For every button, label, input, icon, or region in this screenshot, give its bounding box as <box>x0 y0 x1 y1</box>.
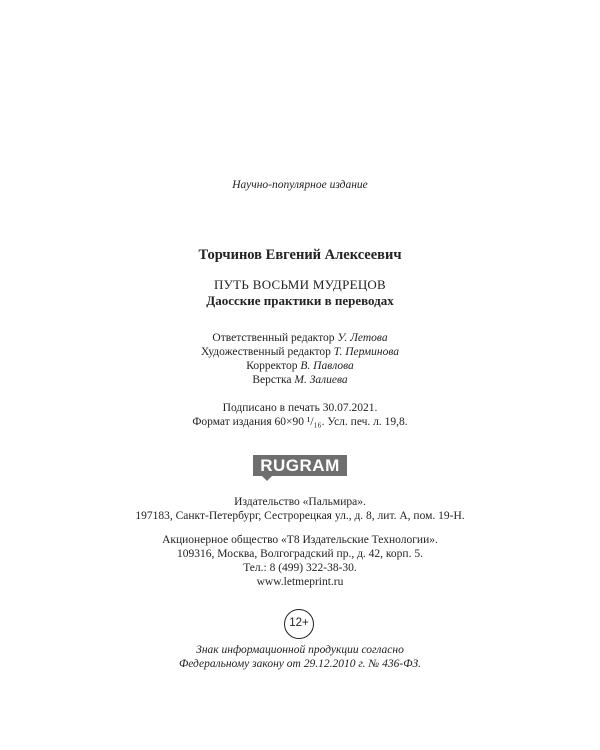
credit-art-editor <box>0 345 600 359</box>
publisher-name: Издательство «Пальмира». <box>234 496 366 508</box>
age-notice-line-1: Знак информационной продукции согласно <box>196 644 404 656</box>
age-notice-line-2: Федеральному закону от 29.12.2010 г. № 436-ФЗ. <box>178 658 422 670</box>
printer-address: 109316, Москва, Волгоградский пр., д. 42, корп. 5. <box>177 548 423 560</box>
print-format: Формат издания 60×90 ¹/₁₆. Усл. печ. л. 19,8. <box>192 416 408 428</box>
logo-notch-shape <box>262 476 272 481</box>
credit-person: В. Павлова <box>300 360 354 372</box>
credit-person: Т. Перминова <box>333 346 400 358</box>
print-signed-date: Подписано в печать 30.07.2021. <box>222 402 378 414</box>
book-title: ПУТЬ ВОСЬМИ МУДРЕЦОВ <box>213 277 387 292</box>
age-rating-badge: 12+ <box>284 609 314 639</box>
credit-editor <box>0 331 600 345</box>
credit-role: Корректор <box>246 360 298 372</box>
author-name: Торчинов Евгений Алексеевич <box>198 247 402 263</box>
edition-type: Научно-популярное издание <box>232 179 368 191</box>
printer-name: Акционерное общество «Т8 Издательские Технологии». <box>162 534 438 546</box>
book-subtitle: Даосские практики в переводах <box>206 293 394 308</box>
logo-text: RUGRAM <box>253 455 347 476</box>
credit-layout <box>0 373 600 387</box>
printer-phone: Тел.: 8 (499) 322-38-30. <box>243 562 357 574</box>
credit-role: Ответственный редактор <box>212 332 335 344</box>
credit-person: М. Залиева <box>294 374 348 386</box>
credit-person: У. Летова <box>337 332 388 344</box>
credit-role: Художественный редактор <box>200 346 331 358</box>
printer-website: www.letmeprint.ru <box>256 576 344 588</box>
publisher-address: 197183, Санкт-Петербург, Сестрорецкая ул., д. 8, лит. А, пом. 19-Н. <box>135 510 465 522</box>
credit-proofreader <box>0 359 600 373</box>
credit-role: Верстка <box>252 374 292 386</box>
rugram-logo <box>253 455 347 481</box>
